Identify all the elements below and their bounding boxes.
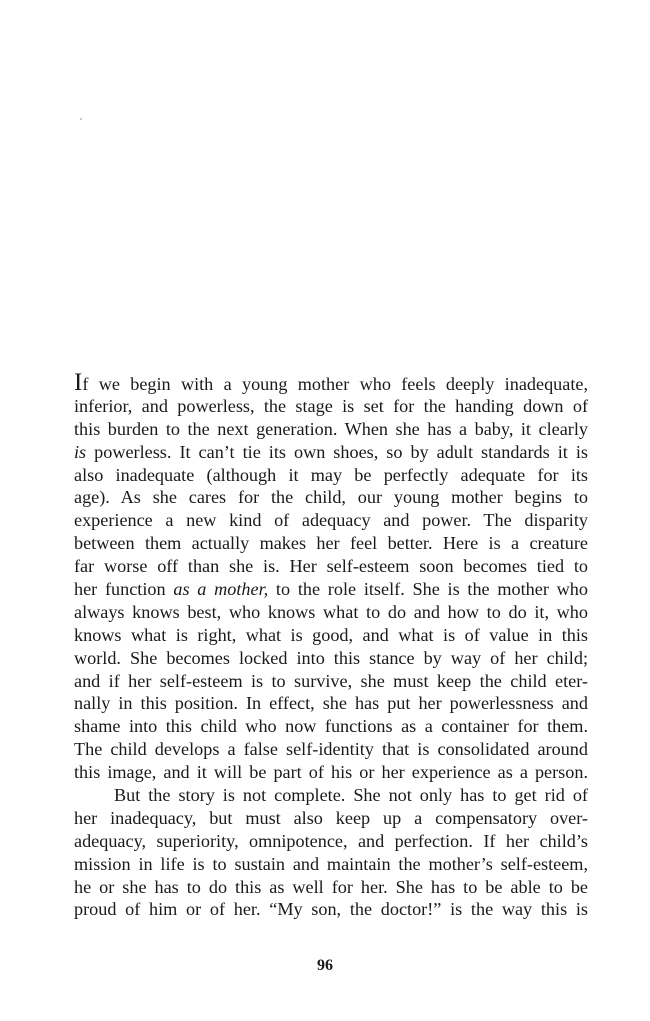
text-line: world. She becomes locked into this stance by way of her child; xyxy=(74,647,588,668)
text-line: inferior, and powerless, the stage is set for the handing down of xyxy=(74,395,588,416)
text-line: knows what is right, what is good, and what is of value in this xyxy=(74,624,588,645)
text-line: But the story is not complete. She not only has to get rid of xyxy=(114,785,588,806)
text-line: nally in this position. In effect, she has put her powerlessness and xyxy=(74,693,588,714)
text-line: proud of him or of her. “My son, the doctor!” is the way this is xyxy=(74,899,588,920)
text-line: age). As she cares for the child, our young mother begins to xyxy=(74,487,588,508)
text-line: this image, and it will be part of his or her experience as a person. xyxy=(74,762,588,783)
text-line: experience a new kind of adequacy and power. The disparity xyxy=(74,510,588,531)
text-line: her function as a mother, to the role itself. She is the mother who xyxy=(74,579,588,600)
text-line: is powerless. It can’t tie its own shoes, so by adult standards it is xyxy=(74,441,588,462)
emphasis-text: is xyxy=(74,441,87,462)
text-line: mission in life is to sustain and maintain the mother’s self-esteem, xyxy=(74,853,588,874)
text-line: he or she has to do this as well for her. She has to be able to be xyxy=(74,876,588,897)
body-text xyxy=(74,369,588,921)
text-line: between them actually makes her feel better. Here is a creature xyxy=(74,533,588,554)
emphasis-text: as a mother, xyxy=(173,579,269,600)
text-line: her inadequacy, but must also keep up a compensatory over- xyxy=(74,807,588,828)
text-line: and if her self-esteem is to survive, she must keep the child eter- xyxy=(74,670,588,691)
text-line: adequacy, superiority, omnipotence, and perfection. If her child’s xyxy=(74,830,588,851)
text-line: far worse off than she is. Her self-esteem soon becomes tied to xyxy=(74,556,588,577)
paper-speck xyxy=(80,118,82,120)
page-number: 96 xyxy=(317,957,333,974)
initial-letter: I xyxy=(74,369,83,396)
text-line: shame into this child who now functions as a container for them. xyxy=(74,716,588,737)
text-line: this burden to the next generation. When she has a baby, it clearly xyxy=(74,418,588,439)
text-line: always knows best, who knows what to do and how to do it, who xyxy=(74,601,588,622)
text-line: The child develops a false self-identity that is consolidated around xyxy=(74,739,588,760)
text-line: If we begin with a young mother who feels deeply inadequate, xyxy=(74,369,588,396)
text-line: also inadequate (although it may be perfectly adequate for its xyxy=(74,464,588,485)
